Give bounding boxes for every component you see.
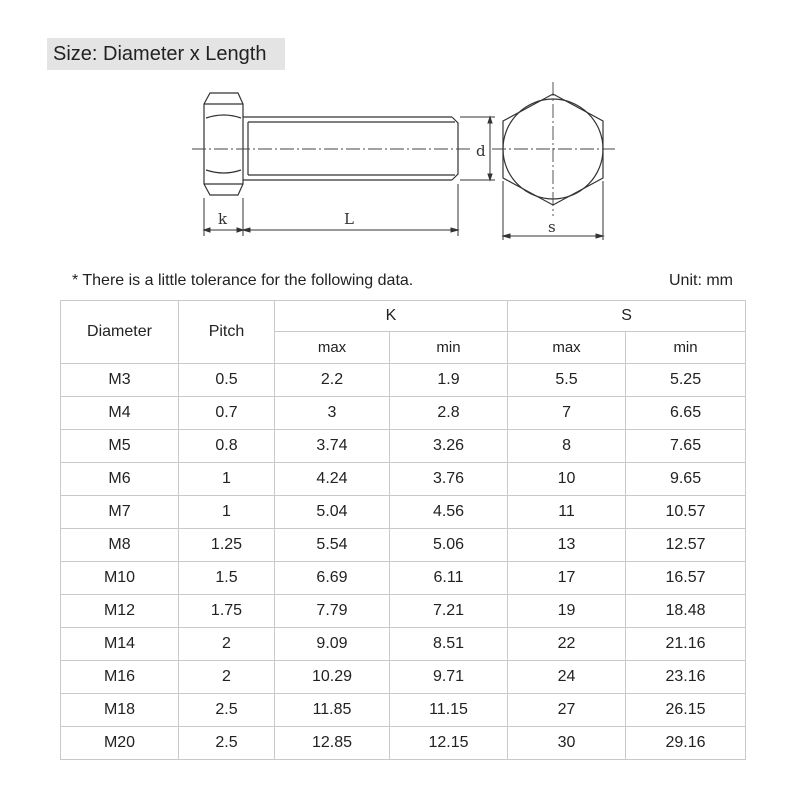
cell-k-min: 6.11 (390, 562, 508, 595)
cell-k-max: 12.85 (275, 727, 390, 760)
cell-k-min: 12.15 (390, 727, 508, 760)
cell-k-min: 3.76 (390, 463, 508, 496)
cell-diameter: M3 (61, 364, 179, 397)
cell-pitch: 2 (179, 661, 275, 694)
cell-k-max: 11.85 (275, 694, 390, 727)
table-row (61, 529, 746, 562)
header-s-min: min (626, 332, 746, 364)
cell-pitch: 2.5 (179, 694, 275, 727)
label-l: L (344, 210, 354, 228)
cell-k-min: 9.71 (390, 661, 508, 694)
cell-s-max: 22 (508, 628, 626, 661)
cell-s-max: 24 (508, 661, 626, 694)
cell-s-min: 16.57 (626, 562, 746, 595)
header-s-max: max (508, 332, 626, 364)
table-row (61, 496, 746, 529)
header-k-max: max (275, 332, 390, 364)
cell-pitch: 1 (179, 463, 275, 496)
cell-diameter: M10 (61, 562, 179, 595)
table-row (61, 562, 746, 595)
cell-s-max: 30 (508, 727, 626, 760)
bolt-head-side (204, 93, 243, 195)
header-row-top (61, 301, 746, 332)
cell-s-min: 5.25 (626, 364, 746, 397)
header-diameter: Diameter (61, 301, 179, 364)
cell-pitch: 1.75 (179, 595, 275, 628)
cell-pitch: 2 (179, 628, 275, 661)
cell-pitch: 1 (179, 496, 275, 529)
table-row (61, 430, 746, 463)
table-row (61, 364, 746, 397)
label-d: d (476, 142, 486, 160)
cell-s-max: 7 (508, 397, 626, 430)
cell-diameter: M12 (61, 595, 179, 628)
cell-s-max: 13 (508, 529, 626, 562)
cell-diameter: M6 (61, 463, 179, 496)
cell-k-max: 7.79 (275, 595, 390, 628)
table-row (61, 727, 746, 760)
cell-s-max: 19 (508, 595, 626, 628)
cell-k-max: 6.69 (275, 562, 390, 595)
cell-s-min: 18.48 (626, 595, 746, 628)
cell-k-min: 4.56 (390, 496, 508, 529)
cell-s-min: 29.16 (626, 727, 746, 760)
cell-k-min: 1.9 (390, 364, 508, 397)
cell-k-min: 7.21 (390, 595, 508, 628)
cell-s-max: 8 (508, 430, 626, 463)
label-k: k (218, 210, 228, 228)
tolerance-note: * There is a little tolerance for the following data. (72, 272, 414, 289)
cell-k-max: 5.54 (275, 529, 390, 562)
header-k-min: min (390, 332, 508, 364)
table-row (61, 694, 746, 727)
spec-table (60, 300, 746, 760)
cell-s-max: 17 (508, 562, 626, 595)
cell-s-min: 21.16 (626, 628, 746, 661)
cell-s-max: 5.5 (508, 364, 626, 397)
cell-k-max: 9.09 (275, 628, 390, 661)
cell-diameter: M16 (61, 661, 179, 694)
cell-k-min: 3.26 (390, 430, 508, 463)
header-pitch: Pitch (179, 301, 275, 364)
cell-s-min: 6.65 (626, 397, 746, 430)
header-k: K (275, 301, 508, 332)
cell-s-max: 10 (508, 463, 626, 496)
cell-s-max: 27 (508, 694, 626, 727)
cell-pitch: 1.5 (179, 562, 275, 595)
cell-s-min: 10.57 (626, 496, 746, 529)
center-lines (192, 82, 615, 216)
header-s: S (508, 301, 746, 332)
table-row (61, 397, 746, 430)
table-row (61, 463, 746, 496)
cell-s-min: 23.16 (626, 661, 746, 694)
cell-pitch: 0.7 (179, 397, 275, 430)
cell-s-min: 26.15 (626, 694, 746, 727)
table-row (61, 595, 746, 628)
cell-s-min: 9.65 (626, 463, 746, 496)
cell-k-max: 3 (275, 397, 390, 430)
cell-k-min: 5.06 (390, 529, 508, 562)
cell-diameter: M4 (61, 397, 179, 430)
unit-label: Unit: mm (669, 272, 733, 289)
cell-diameter: M8 (61, 529, 179, 562)
cell-pitch: 0.5 (179, 364, 275, 397)
table-row (61, 628, 746, 661)
cell-diameter: M18 (61, 694, 179, 727)
bolt-drawing (0, 0, 800, 260)
cell-k-max: 10.29 (275, 661, 390, 694)
cell-s-min: 7.65 (626, 430, 746, 463)
bolt-shank (243, 117, 458, 180)
cell-diameter: M20 (61, 727, 179, 760)
cell-diameter: M5 (61, 430, 179, 463)
size-label: Size: Diameter x Length (47, 38, 285, 70)
cell-k-max: 3.74 (275, 430, 390, 463)
cell-k-max: 5.04 (275, 496, 390, 529)
cell-diameter: M14 (61, 628, 179, 661)
table-row (61, 661, 746, 694)
cell-pitch: 0.8 (179, 430, 275, 463)
label-s: s (548, 218, 556, 236)
cell-k-max: 2.2 (275, 364, 390, 397)
cell-pitch: 2.5 (179, 727, 275, 760)
cell-k-min: 2.8 (390, 397, 508, 430)
cell-s-max: 11 (508, 496, 626, 529)
cell-k-min: 8.51 (390, 628, 508, 661)
cell-k-min: 11.15 (390, 694, 508, 727)
cell-diameter: M7 (61, 496, 179, 529)
cell-pitch: 1.25 (179, 529, 275, 562)
cell-s-min: 12.57 (626, 529, 746, 562)
cell-k-max: 4.24 (275, 463, 390, 496)
